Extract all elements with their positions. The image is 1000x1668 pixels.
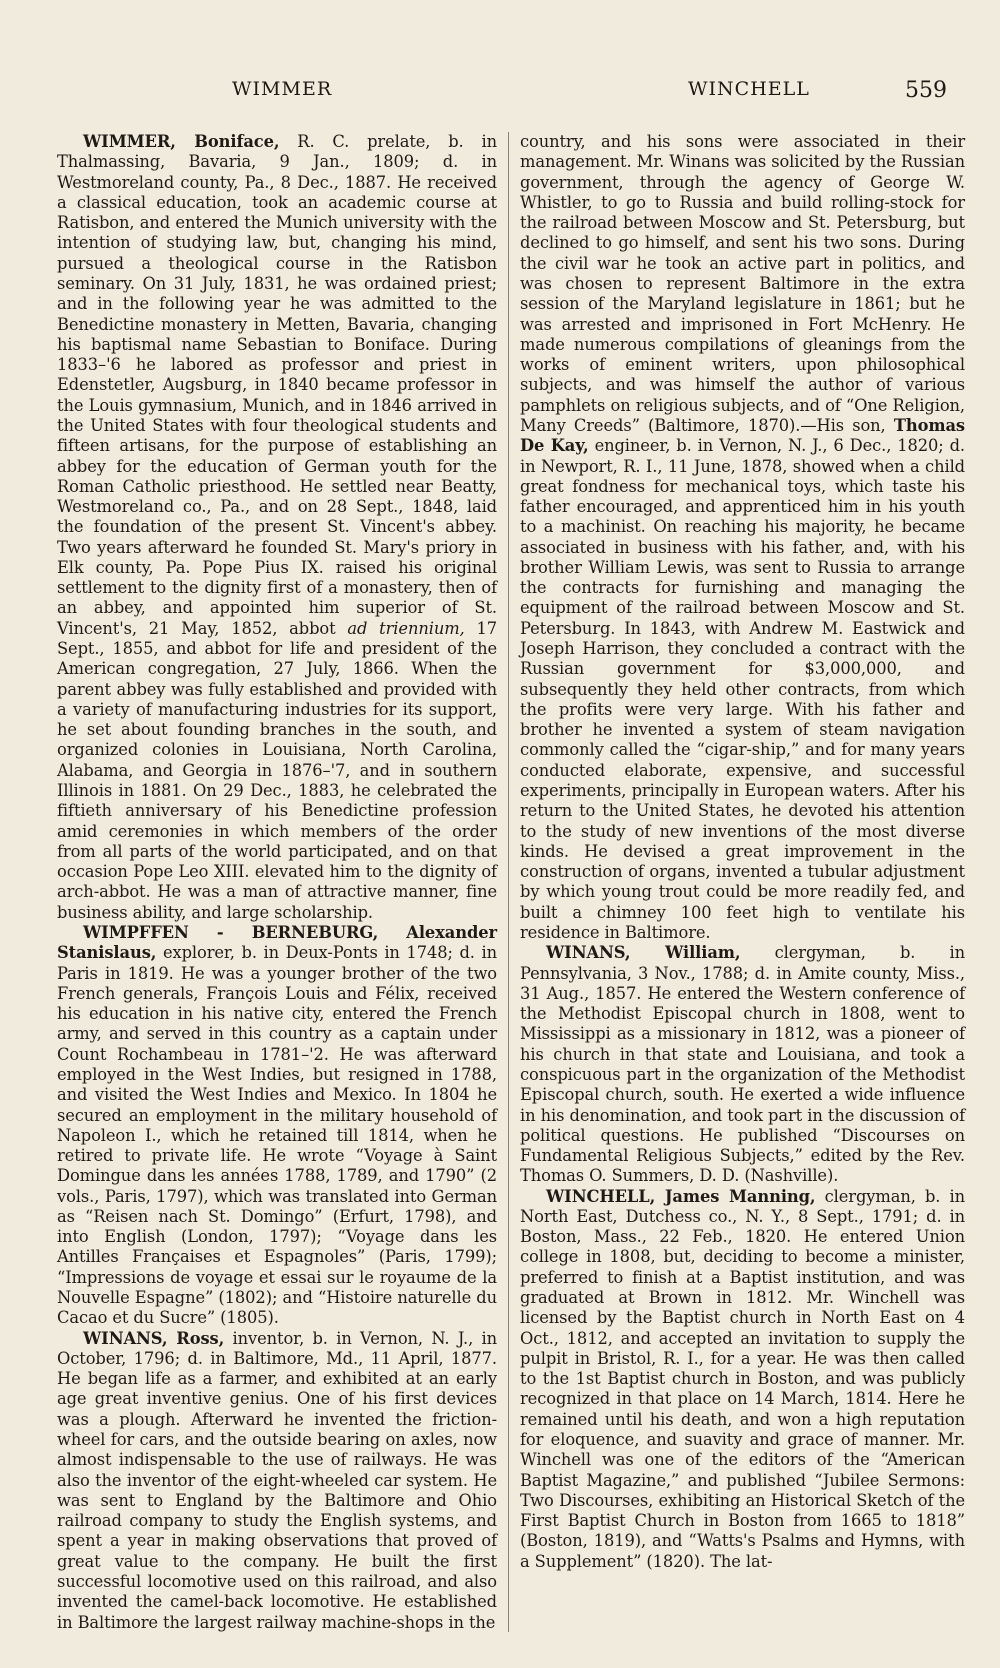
entry-wimpffen — [57, 923, 497, 1329]
header-left-word: WIMMER — [232, 78, 333, 100]
entry-winans-ross-continued — [520, 132, 965, 943]
entry-text: explorer, b. in Deux-Ponts in 1748; d. in Paris in 1819. He was a younger brother of the two French generals, François Louis and Félix, received his education in his native city, entered the French army, and served in this country as a captain under Count Rochambeau in 1781–'2. He was afterward employed in the West Indies, but resigned in 1788, and visited the West Indies and Mexico. In 1804 he secured an employment in the military household of Napoleon I., which he retained till 1814, when he retired to private life. He wrote “Voyage à Saint Domingue dans les années 1788, 1789, and 1790” (2 vols., Paris, 1797), which was translated into German as “Reisen nach St. Domingo” (Erfurt, 1798), and into English (London, 1797); “Voyage dans les Antilles Françaises et Espagnoles” (Paris, 1799); “Impressions de voyage et essai sur le royaume de la Nouvelle Espagne” (1802); and “Histoire naturelle du Cacao et du Sucre” (1805). — [57, 943, 497, 1328]
entry-text-continued: country, and his sons were associated in their management. Mr. Winans was solicited by the Russian government, through the agency of George W. Whistler, to go to Russia and build rolling-stock for the railroad between Moscow and St. Petersburg, but declined to go himself, and sent his two sons. During the civil war he took an active part in politics, and was chosen to represent Baltimore in the extra session of the Maryland legislature in 1861; but he was arrested and imprisoned in Fort McHenry. He made numerous compilations of gleanings from the works of eminent writers, upon philosophical subjects, and was himself the author of various pamphlets on religious subjects, and of “One Religion, Many Creeds” (Baltimore, 1870).—His son, — [520, 132, 965, 435]
entry-text: inventor, b. in Vernon, N. J., in October, 1796; d. in Baltimore, Md., 11 April, 1877. He began life as a farmer, and exhibited at an early age great inventive genius. One of his first devices was a plough. Afterward he invented the friction-wheel for cars, and the outside bearing on axles, now almost indispensable to the use of railways. He was also the inventor of the eight-wheeled car system. He was sent to England by the Baltimore and Ohio railroad company to study the English systems, and spent a year in making observations that proved of great value to the company. He built the first successful locomotive used on this railroad, and also invented the camel-back locomotive. He established in Baltimore the largest railway machine-shops in the — [57, 1328, 497, 1632]
entry-text: clergyman, b. in Pennsylvania, 3 Nov., 1788; d. in Amite county, Miss., 31 Aug., 1857. He entered the Western conference of the Methodist Episcopal church in 1808, went to Mississippi as a missionary in 1812, was a pioneer of his church in that state and Louisiana, and took a conspicuous part in the organization of the Methodist Episcopal church, south. He exerted a wide influence in his denomination, and took part in the discussion of political questions. He published “Discourses on Fundamental Religious Subjects,” edited by the Rev. Thomas O. Summers, D. D. (Nashville). — [520, 943, 965, 1186]
entry-winans-ross — [57, 1329, 497, 1633]
entry-wimmer — [57, 132, 497, 923]
entry-text-continued: engineer, b. in Vernon, N. J., 6 Dec., 1820; d. in Newport, R. I., 11 June, 1878, showed when a child great fondness for mechanical toys, which taste his father encouraged, and apprenticed him in his youth to a machinist. On reaching his majority, he became associated in business with his father, and, with his brother William Lewis, was sent to Russia to arrange the contracts for furnishing and managing the equipment of the railroad between Moscow and St. Petersburg. In 1843, with Andrew M. Eastwick and Joseph Harrison, they concluded a contract with the Russian government for $3,000,000, and subsequently they held other contracts, from which the profits were very large. With his father and brother he invented a system of steam navigation commonly called the “cigar-ship,” and for many years conducted elaborate, expensive, and successful experiments, principally in European waters. After his return to the United States, he devoted his attention to the study of new inventions of the most diverse kinds. He devised a great improvement in the construction of organs, invented a tubular adjustment by which young trout could be more readily fed, and built a chimney 100 feet high to ventilate his residence in Baltimore. — [520, 436, 966, 942]
left-column — [57, 132, 497, 1633]
entry-headword: WIMPFFEN - BERNEBURG, Alexander Stanislaus, — [57, 922, 497, 963]
entry-headword: WINCHELL, James Manning, — [546, 1186, 816, 1206]
header-right-word: WINCHELL — [688, 78, 810, 100]
entry-headword: WINANS, William, — [546, 943, 741, 963]
page-number: 559 — [905, 78, 947, 103]
right-column — [520, 132, 965, 1572]
column-divider — [508, 132, 509, 1632]
son-name: Thomas De Kay, — [520, 415, 965, 456]
entry-text: R. C. prelate, b. in Thalmassing, Bavaria, 9 Jan., 1809; d. in Westmoreland county, Pa., 8 Dec., 1887. He received a classical education, took an academic course at Ratisbon, and entered the Munich university with the intention of studying law, but, changing his mind, pursued a theological course in the Ratisbon seminary. On 31 July, 1831, he was ordained priest; and in the following year he was admitted to the Benedictine monastery in Metten, Bavaria, changing his baptismal name Sebastian to Boniface. During 1833–'6 he labored as professor and priest in Edenstetler, Augsburg, in 1840 became professor in the Louis gymnasium, Munich, and in 1846 arrived in the United States with four theological students and fifteen artisans, for the purpose of establishing an abbey for the education of German youth for the Roman Catholic priesthood. He settled near Beatty, Westmoreland co., Pa., and on 28 Sept., 1848, laid the foundation of the present St. Vincent's abbey. Two years afterward he founded St. Mary's priory in Elk county, Pa. Pope Pius IX. raised his original settlement to the dignity first of a monastery, then of an abbey, and appointed him superior of St. Vincent's, 21 May, 1852, abbot — [57, 132, 497, 638]
entry-text-continued: 17 Sept., 1855, and abbot for life and president of the American congregation, 27 July, 1866. When the parent abbey was fully established and provided with a variety of manufacturing industries for its support, he set about founding branches in the south, and organized colonies in Louisiana, North Carolina, Alabama, and Georgia in 1876–'7, and in southern Illinois in 1881. On 29 Dec., 1883, he celebrated the fiftieth anniversary of his Benedictine profession amid ceremonies in which members of the order from all parts of the world participated, and on that occasion Pope Leo XIII. elevated him to the dignity of arch-abbot. He was a man of attractive manner, fine business ability, and large scholarship. — [57, 618, 498, 922]
entry-italic-phrase: ad triennium, — [347, 618, 465, 638]
entry-headword: WINANS, Ross, — [83, 1328, 225, 1348]
entry-headword: WIMMER, Boniface, — [83, 132, 280, 151]
entry-text: clergyman, b. in North East, Dutchess co., N. Y., 8 Sept., 1791; d. in Boston, Mass., 22 Feb., 1820. He entered Union college in 1808, but, deciding to become a minister, preferred to finish at a Baptist institution, and was graduated at Brown in 1812. Mr. Winchell was licensed by the Baptist church in North East on 4 Oct., 1812, and accepted an invitation to supply the pulpit in Bristol, R. I., for a year. He was then called to the 1st Baptist church in Boston, and was publicly recognized in that place on 14 March, 1814. Here he remained until his death, and won a high reputation for eloquence, and suavity and grace of manner. Mr. Winchell was one of the editors of the “American Baptist Magazine,” and published “Jubilee Sermons: Two Discourses, exhibiting an Historical Sketch of the First Baptist Church in Boston from 1665 to 1818” (Boston, 1819), and “Watts's Psalms and Hymns, with a Supplement” (1820). The lat- — [520, 1186, 965, 1571]
entry-winchell — [520, 1187, 965, 1572]
entry-winans-william — [520, 943, 965, 1186]
running-header — [0, 78, 1000, 108]
